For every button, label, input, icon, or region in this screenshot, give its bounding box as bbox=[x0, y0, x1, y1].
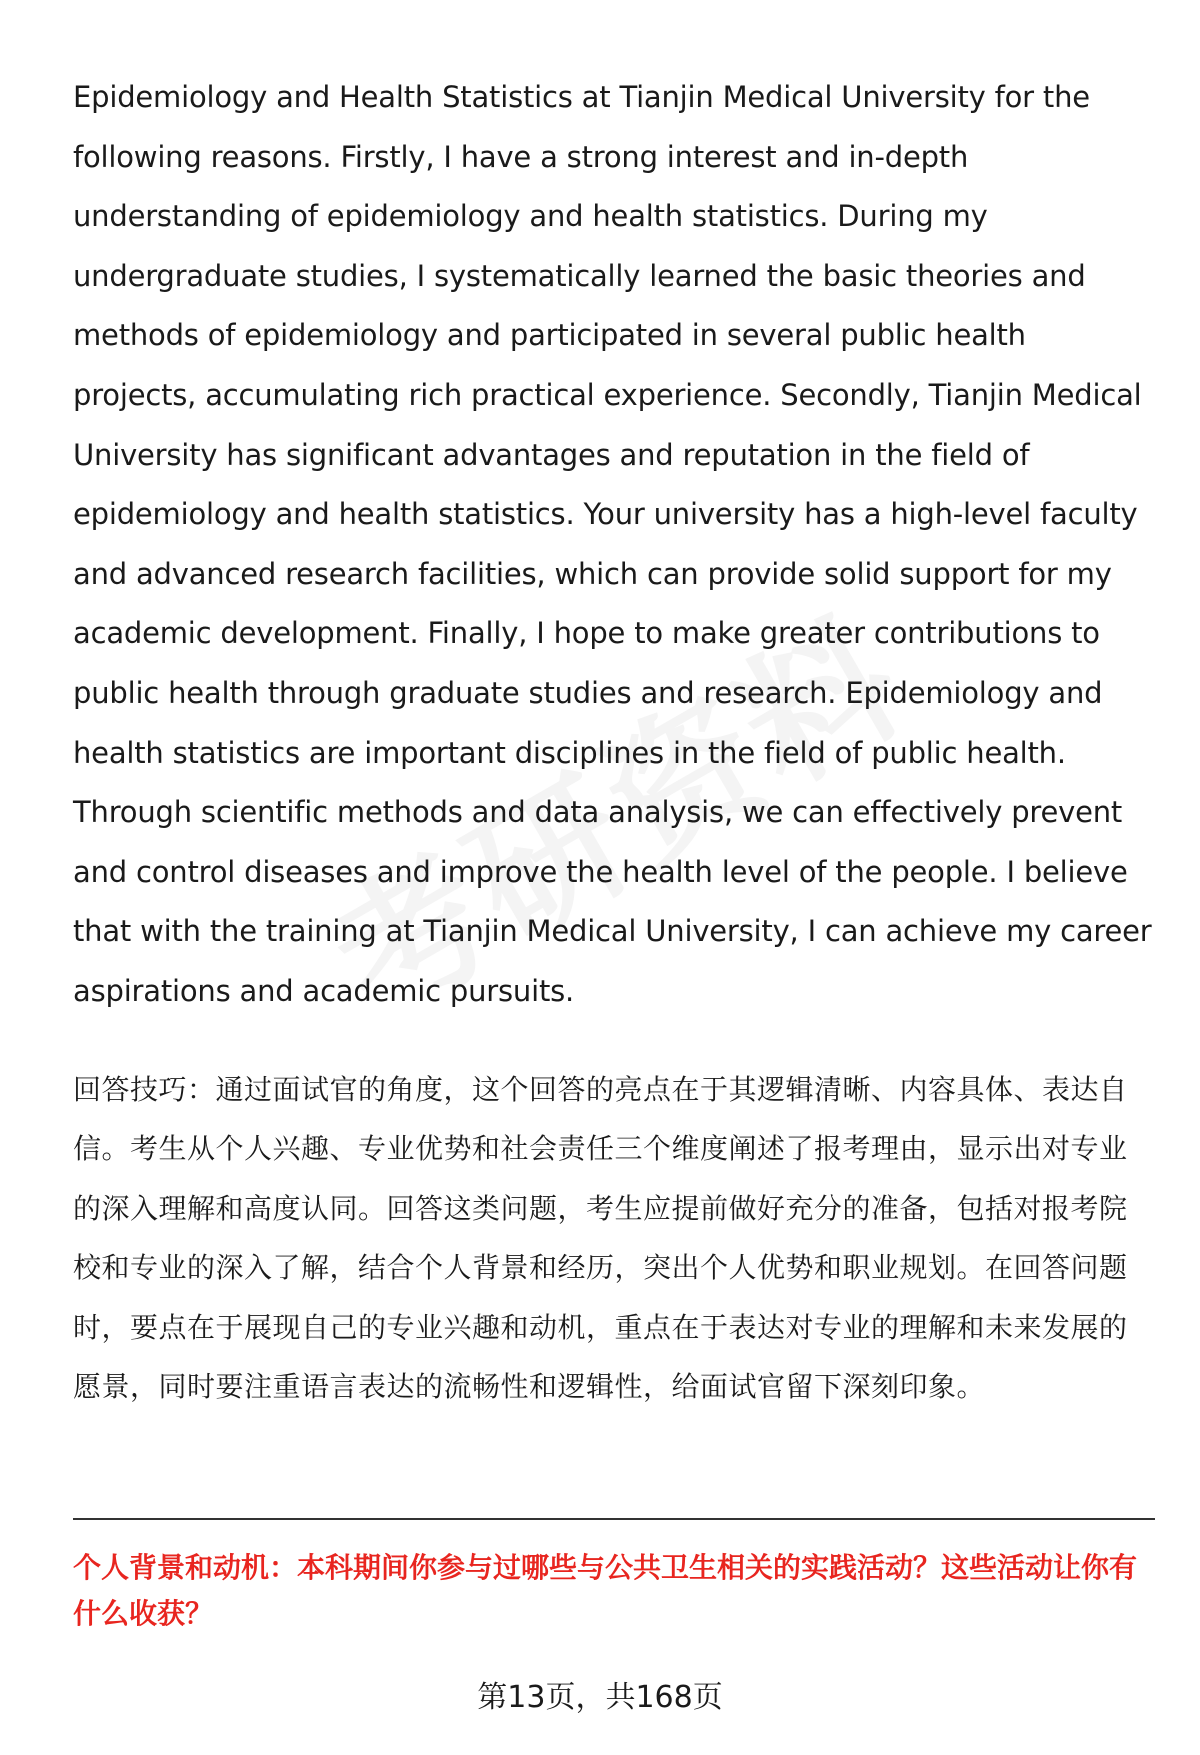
tip-text: 通过面试官的角度，这个回答的亮点在于其逻辑清晰、内容具体、表达自信。考生从个人兴趣、专业优势和社会责任三个维度阐述了报考理由，显示出对专业的深入理解和高度认同。回答这类问题，考生应提前做好充分的准备，包括对报考院校和专业的深入了解，结合个人背景和经历，突出个人优势和职业规划。在回答问题时，要点在于展现自己的专业兴趣和动机，重点在于表达对专业的理解和未来发展的愿景，同时要注重语言表达的流畅性和逻辑性，给面试官留下深刻印象。 bbox=[73, 1072, 1128, 1404]
tip-label: 回答技巧： bbox=[73, 1072, 216, 1106]
section-divider bbox=[73, 1518, 1155, 1520]
answer-paragraph-english: Epidemiology and Health Statistics at Tianjin Medical University for the following reasons. Firstly, I have a strong interest and in-depth understanding of epidemiology and health statistics. During my undergraduate studies, I systematically learned the basic theories and methods of epidemiology and participated in several public health projects, accumulating rich practical experience. Secondly, Tianjin Medical University has significant advantages and reputation in the field of epidemiology and health statistics. Your university has a high-level faculty and advanced research facilities, which can provide solid support for my academic development. Finally, I hope to make greater contributions to public health through graduate studies and research. Epidemiology and health statistics are important disciplines in the field of public health. Through scientific methods and data analysis, we can effectively prevent and control diseases and improve the health level of the people. I believe that with the training at Tianjin Medical University, I can achieve my career aspirations and academic pursuits. bbox=[73, 80, 1152, 1008]
next-question-heading: 个人背景和动机：本科期间你参与过哪些与公共卫生相关的实践活动？这些活动让你有什么收获？ bbox=[73, 1551, 1138, 1630]
page-number: 第13页，共168页 bbox=[477, 1680, 723, 1715]
page-content bbox=[73, 68, 1155, 1417]
answer-tip-paragraph bbox=[73, 1060, 1155, 1418]
